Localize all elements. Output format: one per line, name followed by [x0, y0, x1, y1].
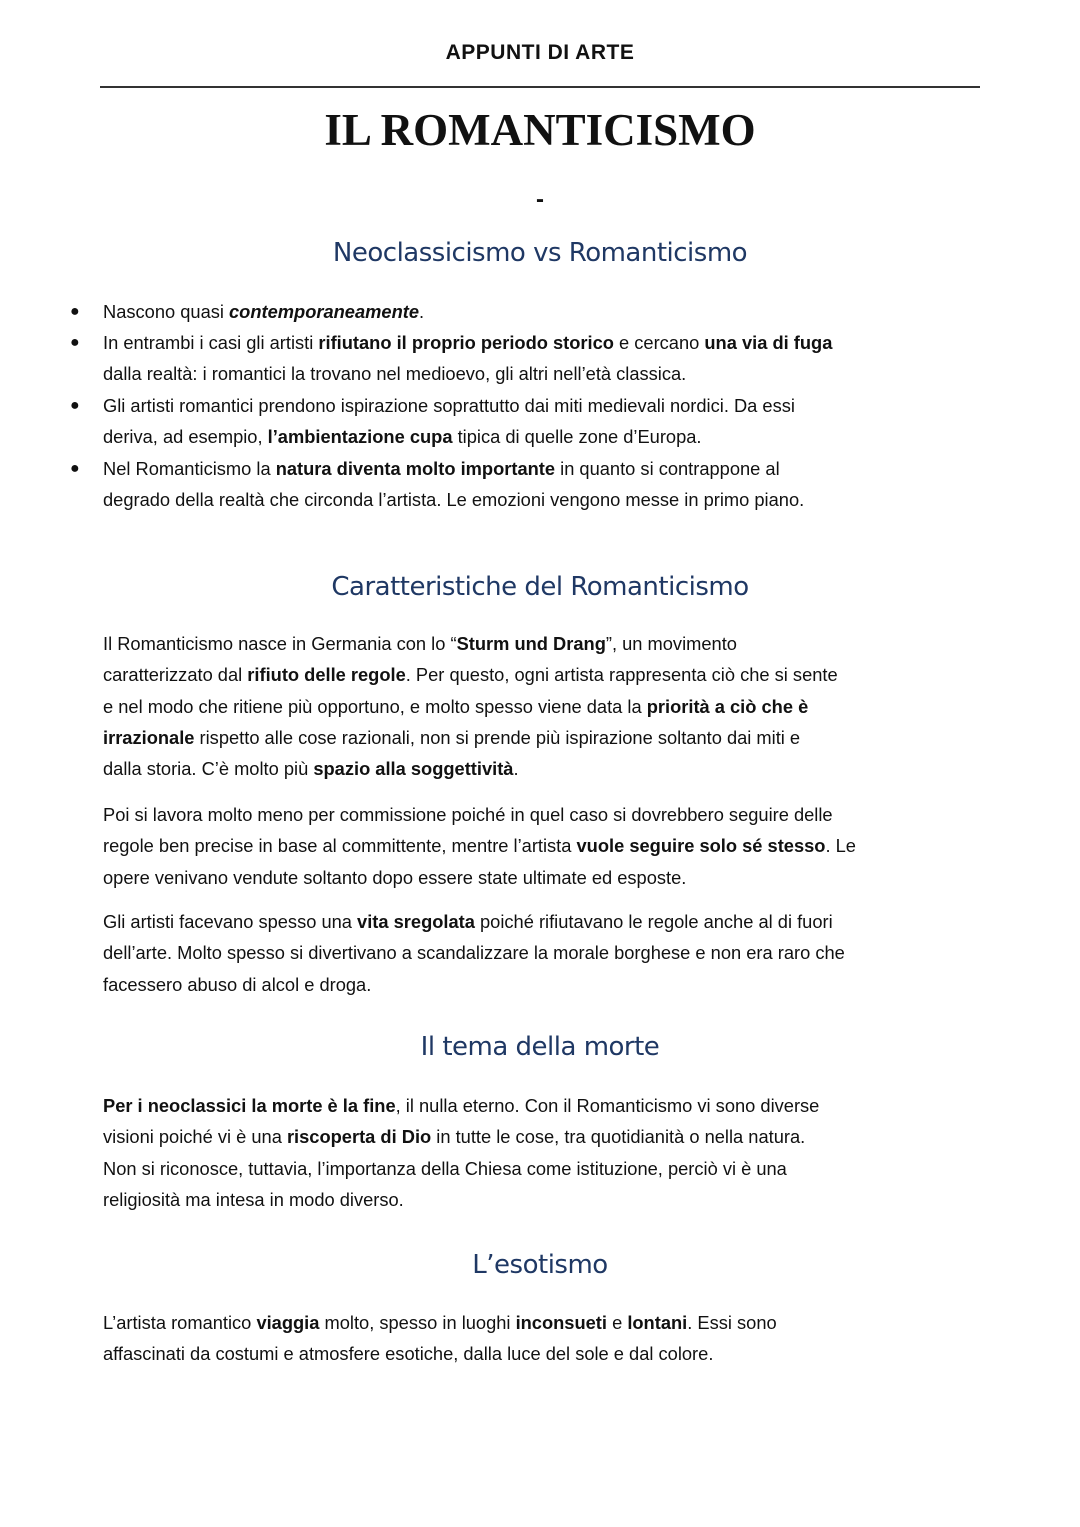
section-heading: L’esotismo — [472, 1250, 608, 1280]
emphasized-text: spazio alla soggettività — [313, 758, 514, 780]
text-run: Il Romanticismo nasce in Germania con lo “ — [103, 633, 457, 654]
text-line — [103, 906, 1003, 937]
text-run: visioni poiché vi è una — [103, 1126, 287, 1148]
text-run: e — [606, 1312, 628, 1333]
text-line — [103, 1307, 1003, 1338]
text-run: dalla realtà: i romantici la trovano nel medioevo, gli altri nell’età classica. — [103, 363, 687, 385]
section-heading: Il tema della morte — [420, 1032, 660, 1062]
text-run: facessero abuso di alcol e droga. — [103, 973, 372, 995]
text-line — [103, 1153, 1003, 1184]
text-line — [103, 969, 1003, 1000]
text-run: . — [419, 301, 425, 322]
bullet-item — [70, 296, 1003, 327]
emphasized-text: irrazionale — [103, 726, 195, 748]
bullet-icon: ● — [70, 303, 80, 320]
text-run: affascinati da costumi e atmosfere esotiche, dalla luce del sole e dal colore. — [103, 1343, 714, 1365]
emphasized-text: l’ambientazione cupa — [267, 426, 453, 448]
text-line — [103, 1121, 1003, 1152]
page-header: APPUNTI DI ARTE — [445, 41, 635, 64]
text-run: e nel modo che ritiene più opportuno, e molto spesso viene data la — [103, 695, 647, 717]
text-line — [103, 691, 1003, 722]
emphasized-text: Sturm und Drang — [456, 633, 606, 654]
emphasized-text: contemporaneamente — [229, 301, 419, 322]
text-run: caratterizzato dal — [103, 664, 248, 686]
text-run: opere venivano vendute soltanto dopo essere state ultimate ed esposte. — [103, 866, 687, 888]
text-run: Gli artisti romantici prendono ispirazione soprattutto dai miti medievali nordici. Da essi — [103, 395, 795, 416]
text-line — [103, 1184, 1003, 1215]
section-heading: Neoclassicismo vs Romanticismo — [332, 238, 748, 268]
text-run: dalla storia. C’è molto più — [103, 758, 314, 780]
paragraph — [103, 906, 1003, 1000]
text-run: regole ben precise in base al committente, mentre l’artista — [103, 835, 577, 857]
text-run: In entrambi i casi gli artisti — [103, 332, 319, 353]
text-run: Non si riconosce, tuttavia, l’importanza della Chiesa come istituzione, perciò vi è una — [103, 1157, 787, 1179]
emphasized-text: rifiuto delle regole — [247, 664, 406, 686]
text-line — [103, 862, 1003, 893]
emphasized-text: vuole seguire solo sé stesso — [576, 835, 826, 857]
page-title: IL ROMANTICISMO — [324, 105, 756, 155]
text-line — [103, 484, 1003, 515]
emphasized-text: inconsueti — [515, 1312, 607, 1333]
text-line — [70, 453, 1003, 484]
text-run: poiché rifiutavano le regole anche al di fuori — [474, 911, 833, 932]
emphasized-text: viaggia — [256, 1312, 320, 1333]
paragraph — [103, 799, 1003, 893]
emphasized-text: una via di fuga — [704, 332, 833, 353]
title-dash: - — [536, 186, 544, 213]
section-heading: Caratteristiche del Romanticismo — [331, 572, 749, 602]
text-run: ”, un movimento — [605, 633, 737, 654]
text-line — [103, 358, 1003, 389]
text-run: degrado della realtà che circonda l’artista. Le emozioni vengono messe in primo piano. — [103, 489, 805, 511]
text-line — [70, 296, 1003, 327]
text-run: molto, spesso in luoghi — [319, 1312, 516, 1333]
text-run: L’artista romantico — [103, 1312, 257, 1333]
text-run: tipica di quelle zone d’Europa. — [452, 426, 702, 448]
text-line — [103, 799, 1003, 830]
text-line — [103, 659, 1003, 690]
text-line — [103, 628, 1003, 659]
text-run: deriva, ad esempio, — [103, 426, 268, 448]
text-run: religiosità ma intesa in modo diverso. — [103, 1188, 404, 1210]
text-line — [103, 722, 1003, 753]
paragraph — [103, 628, 1003, 784]
bullet-icon: ● — [70, 460, 80, 477]
text-run: in tutte le cose, tra quotidianità o nella natura. — [431, 1126, 806, 1148]
paragraph — [103, 1307, 1003, 1370]
emphasized-text: priorità a ciò che è — [646, 695, 809, 717]
emphasized-text: vita sregolata — [357, 911, 475, 932]
text-run: . Per questo, ogni artista rappresenta ciò che si sente — [405, 664, 838, 686]
text-run: . — [513, 758, 519, 780]
text-run: Nel Romanticismo la — [103, 458, 276, 479]
emphasized-text: rifiutano il proprio periodo storico — [318, 332, 614, 353]
header-divider — [100, 86, 980, 88]
text-line — [103, 937, 1003, 968]
bullet-item — [70, 390, 1003, 453]
text-run: in quanto si contrappone al — [555, 458, 780, 479]
bullet-item — [70, 327, 1003, 390]
text-run: Poi si lavora molto meno per commissione poiché in quel caso si dovrebbero seguire delle — [103, 804, 833, 825]
text-run: rispetto alle cose razionali, non si prende più ispirazione soltanto dai miti e — [194, 726, 801, 748]
text-run: , il nulla eterno. Con il Romanticismo vi sono diverse — [395, 1095, 820, 1116]
emphasized-text: lontani — [627, 1312, 688, 1333]
bullet-item — [70, 453, 1003, 516]
text-line — [103, 1338, 1003, 1369]
emphasized-text: natura diventa molto importante — [275, 458, 556, 479]
text-run: e cercano — [613, 332, 705, 353]
text-line — [103, 830, 1003, 861]
text-line — [70, 327, 1003, 358]
text-line — [103, 421, 1003, 452]
text-run: . Le — [825, 835, 856, 857]
paragraph — [103, 1090, 1003, 1215]
text-run: dell’arte. Molto spesso si divertivano a scandalizzare la morale borghese e non era raro che — [103, 942, 845, 964]
text-line — [103, 1090, 1003, 1121]
emphasized-text: riscoperta di Dio — [286, 1126, 432, 1148]
text-line — [70, 390, 1003, 421]
text-line — [103, 753, 1003, 784]
emphasized-text: Per i neoclassici la morte è la fine — [103, 1095, 396, 1116]
text-run: . Essi sono — [687, 1312, 777, 1333]
bullet-icon: ● — [70, 397, 80, 414]
bullet-icon: ● — [70, 334, 80, 351]
text-run: Gli artisti facevano spesso una — [103, 911, 358, 932]
text-run: Nascono quasi — [103, 301, 230, 322]
